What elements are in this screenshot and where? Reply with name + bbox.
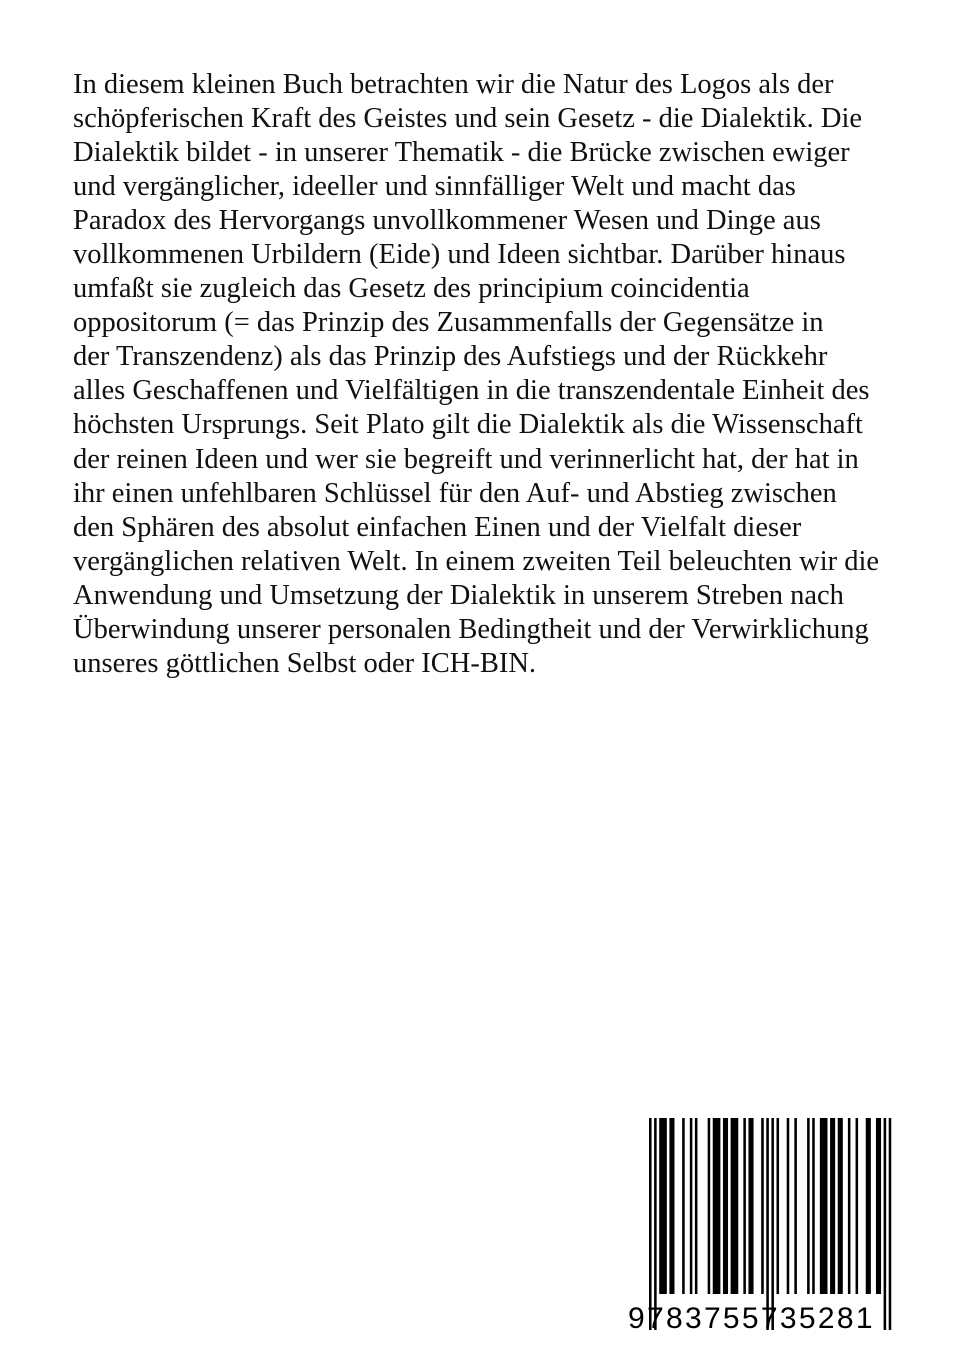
blurb-line: der reinen Ideen und wer sie begreift und verinnerlicht hat, der hat in [73,443,859,475]
barcode-guard-bar [766,1118,769,1330]
barcode-bar [731,1118,739,1294]
blurb-line: alles Geschaffenen und Vielfältigen in die transzendentale Einheit des [73,375,870,407]
blurb-line: höchsten Ursprungs. Seit Plato gilt die Dialektik als die Wissenschaft [73,409,863,441]
barcode-bar [838,1118,843,1294]
barcode-guard-bar [649,1118,652,1330]
blurb-line: vergänglichen relativen Welt. In einem zweiten Teil beleuchten wir die [73,545,880,577]
barcode-bar [820,1118,828,1294]
barcode-bar [830,1118,835,1294]
barcode-bar [713,1118,721,1294]
barcode-bar [856,1118,859,1294]
barcode-bar [659,1118,667,1294]
blurb-line: unseres göttlichen Selbst oder ICH-BIN. [73,647,537,679]
barcode-bar [866,1118,871,1294]
barcode-bar [695,1118,698,1294]
barcode-bar [848,1118,851,1294]
blurb-line: In diesem kleinen Buch betrachten wir die Natur des Logos als der [73,69,834,100]
barcode-bar [876,1118,881,1294]
blurb-line: Dialektik bildet - in unserer Thematik - die Brücke zwischen ewiger [73,137,850,169]
barcode-bar [708,1118,711,1294]
barcode-bar [669,1118,674,1294]
isbn-number: 9783755735281 [628,1302,875,1335]
barcode-guard-bar [771,1118,774,1330]
barcode-bar [743,1118,746,1294]
barcode-bar [690,1118,693,1294]
barcode-bar [787,1118,790,1294]
barcode-bar [761,1118,764,1294]
blurb-line: umfaßt sie zugleich das Gesetz des principium coincidentia [73,273,750,305]
blurb-line: vollkommenen Urbildern (Eide) und Ideen sichtbar. Darüber hinaus [73,239,846,271]
blurb-line: oppositorum (= das Prinzip des Zusammenfalls der Gegensätze in [73,307,824,339]
blurb-line: ihr einen unfehlbaren Schlüssel für den Auf- und Abstieg zwischen [73,477,837,509]
barcode-bar [723,1118,728,1294]
blurb-line: Paradox des Hervorgangs unvollkommener Wesen und Dinge aus [73,205,821,237]
barcode-bar [748,1118,753,1294]
blurb-line: der Transzendenz) als das Prinzip des Aufstiegs und der Rückkehr [73,341,828,373]
barcode-guard-bar [884,1118,887,1330]
back-cover-blurb [73,68,913,681]
barcode-bar [794,1118,797,1294]
blurb-line: den Sphären des absolut einfachen Einen und der Vielfalt dieser [73,511,802,543]
barcode-bar [807,1118,810,1294]
barcode-guard-bar [654,1118,657,1330]
barcode-bar [682,1118,685,1294]
blurb-line: und vergänglicher, ideeller und sinnfälliger Welt und macht das [73,171,796,203]
blurb-line: Anwendung und Umsetzung der Dialektik in unserem Streben nach [73,579,844,611]
barcode-guard-bar [889,1118,892,1330]
isbn-barcode [628,1118,893,1340]
barcode-bar [777,1118,780,1294]
blurb-line: Überwindung unserer personalen Bedingtheit und der Verwirklichung [73,613,869,645]
barcode-bar [812,1118,815,1294]
blurb-line: schöpferischen Kraft des Geistes und sein Gesetz - die Dialektik. Die [73,103,863,135]
